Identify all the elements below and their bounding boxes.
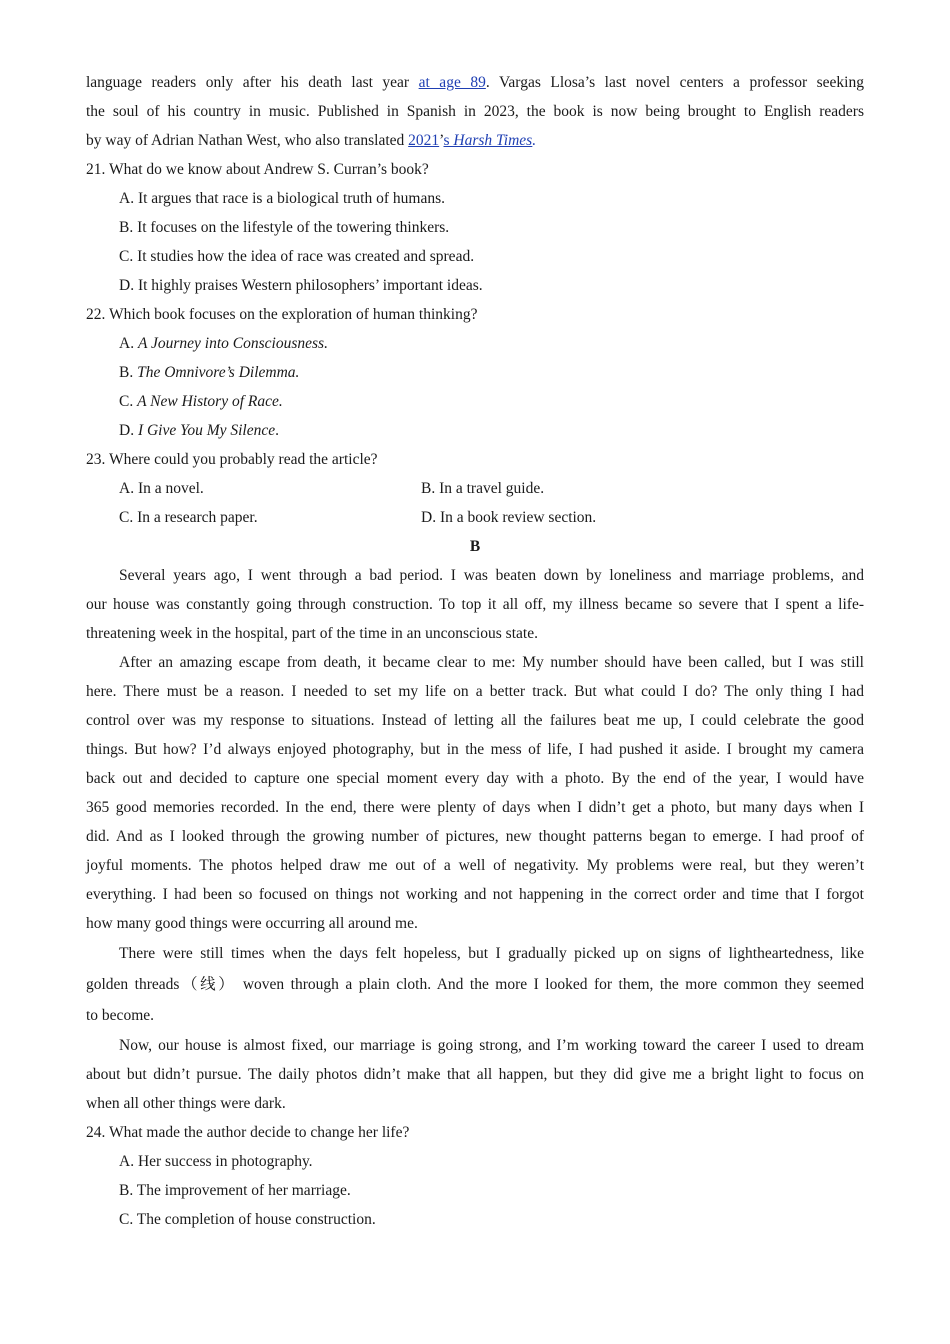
question-23-option-c: C. In a research paper. (119, 509, 258, 526)
book-title: A Journey into Consciousness. (137, 335, 328, 352)
question-24-option-b: B. The improvement of her marriage. (119, 1182, 351, 1199)
question-21-option-a: A. It argues that race is a biological truth of humans. (119, 190, 445, 207)
option-letter: B. (119, 364, 138, 381)
passage-b-p4-line-3: when all other things were dark. (86, 1095, 286, 1112)
question-21-option-b: B. It focuses on the lifestyle of the towering thinkers. (119, 219, 450, 236)
passage-b-p2-line-9: everything. I had been so focused on things not working and not happening in the correct order and time that I forgot (86, 886, 864, 903)
book-title: A New History of Race. (137, 393, 283, 410)
question-21-option-c: C. It studies how the idea of race was created and spread. (119, 248, 475, 265)
passage-b-p1-line-1: Several years ago, I went through a bad period. I was beaten down by loneliness and marriage problems, and (119, 567, 864, 584)
passage-a-line-2: the soul of his country in music. Published in Spanish in 2023, the book is now being brought to English readers (86, 103, 864, 120)
question-23-option-b: B. In a travel guide. (421, 480, 545, 497)
passage-b-p1-line-3: threatening week in the hospital, part of the time in an unconscious state. (86, 625, 538, 642)
question-24-option-c: C. The completion of house construction. (119, 1211, 376, 1228)
question-23-options-row-1 (86, 474, 864, 503)
question-22-option-b (86, 358, 864, 387)
passage-b-p2-line-3: control over was my response to situations. Instead of letting all the failures beat me up, I could celebrate the good (86, 712, 864, 729)
passage-b-p3-line-1: There were still times when the days felt hopeless, but I gradually picked up on signs of lightheartedness, like (119, 945, 864, 962)
passage-b-p2-line-7: did. And as I looked through the growing number of pictures, new thought patterns began to emerge. I had proof of (86, 828, 864, 845)
document-page (86, 68, 864, 1234)
passage-b-p2-line-10: how many good things were occurring all around me. (86, 915, 418, 932)
question-21-stem: 21. What do we know about Andrew S. Curran’s book? (86, 161, 429, 178)
period: . (275, 422, 279, 439)
passage-b-p4-line-1: Now, our house is almost fixed, our marriage is going strong, and I’m working toward the career I used to dream (119, 1037, 864, 1054)
option-letter: C. (119, 393, 138, 410)
text-run: . Vargas Llosa’s last novel centers a professor seeking (485, 74, 864, 91)
section-b-heading: B (469, 538, 481, 555)
period: . (532, 132, 537, 149)
passage-b-p2-line-8: joyful moments. The photos helped draw me out of a well of negativity. My problems were real, but they weren’t (86, 857, 864, 874)
passage-a-line-3 (86, 126, 864, 155)
harsh-times-link[interactable] (443, 132, 532, 149)
question-24-stem: 24. What made the author decide to change her life? (86, 1124, 410, 1141)
passage-b-p2-line-6: 365 good memories recorded. In the end, there were plenty of days when I didn’t get a photo, but many days when I (86, 799, 864, 816)
question-22-option-c (86, 387, 864, 416)
passage-b-p1-line-2: our house was constantly going through construction. To top it all off, my illness became so severe that I spent a life- (86, 596, 864, 613)
passage-b-p4-line-2: about but didn’t pursue. The daily photos didn’t make that all happen, but they did give me a bright light to focus on (86, 1066, 864, 1083)
passage-a-line-1 (86, 68, 864, 97)
at-age-89-link[interactable]: at age 89 (418, 74, 486, 91)
question-23-option-d: D. In a book review section. (421, 509, 597, 526)
question-23-option-a: A. In a novel. (119, 480, 204, 497)
text-run: by way of Adrian Nathan West, who also translated (86, 132, 409, 149)
question-22-option-a (86, 329, 864, 358)
text-run: language readers only after his death last year (86, 74, 419, 91)
question-23-options-row-2 (86, 503, 864, 532)
question-22-option-d (86, 416, 864, 445)
option-letter: A. (119, 335, 138, 352)
book-title: I Give You My Silence (137, 422, 276, 439)
option-letter: D. (119, 422, 138, 439)
passage-b-p3-line-2: golden threads（线） woven through a plain cloth. And the more I looked for them, the more common they seemed (86, 976, 864, 993)
harsh-times-title: Harsh Times (449, 132, 533, 149)
text-run: s (443, 132, 450, 149)
question-22-stem: 22. Which book focuses on the exploration of human thinking? (86, 306, 478, 323)
passage-b-p2-line-1: After an amazing escape from death, it became clear to me: My number should have been called, but I was still (119, 654, 864, 671)
passage-b-p2-line-4: things. But how? I’d always enjoyed photography, but in the mess of life, I had pushed it aside. I brought my camera (86, 741, 864, 758)
book-title: The Omnivore’s Dilemma. (137, 364, 300, 381)
question-24-option-a: A. Her success in photography. (119, 1153, 313, 1170)
passage-b-p3-line-3: to become. (86, 1007, 155, 1024)
passage-b-p2-line-5: back out and decided to capture one special moment every day with a photo. By the end of the year, I would have (86, 770, 864, 787)
question-21-option-d: D. It highly praises Western philosophers’ important ideas. (119, 277, 483, 294)
passage-b-p2-line-2: here. There must be a reason. I needed to set my life on a better track. But what could I do? The only thing I had (86, 683, 864, 700)
question-23-stem: 23. Where could you probably read the article? (86, 451, 378, 468)
apostrophe: ’ (439, 132, 444, 149)
year-2021-link[interactable]: 2021 (408, 132, 440, 149)
